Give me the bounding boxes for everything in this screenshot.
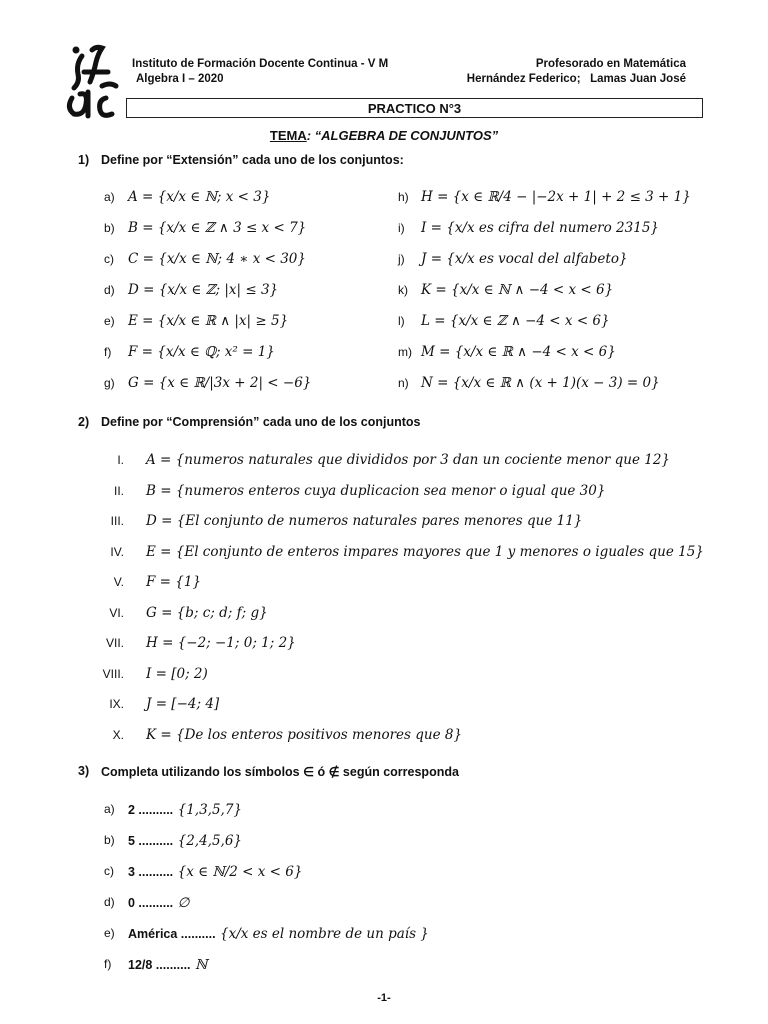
q1-item-expression: J = {x/x es vocal del alfabeto} <box>421 251 628 267</box>
q3-item-element: 0 .......... <box>128 896 174 910</box>
q3-item-label: d) <box>104 895 115 909</box>
q2-item-expression: I = [0; 2) <box>146 665 208 682</box>
q3-item-element: América .......... <box>128 927 216 941</box>
q1-item-label: m) <box>398 345 412 359</box>
q3-item-label: b) <box>104 833 115 847</box>
q3-text: Completa utilizando los símbolos ∈ ó ∉ según corresponda <box>101 765 459 779</box>
q3-item-row <box>128 956 207 974</box>
q1-item-expression: C = {x/x ∈ ℕ; 4 ∗ x < 30} <box>128 251 306 267</box>
topic-text: : “ALGEBRA DE CONJUNTOS” <box>306 128 499 143</box>
q1-item-label: k) <box>398 283 408 297</box>
q2-item-label: VIII. <box>102 666 124 681</box>
q3-item-label: f) <box>104 957 112 971</box>
q1-item-expression: E = {x/x ∈ ℝ ∧ |x| ≥ 5} <box>128 313 289 329</box>
q3-item-label: c) <box>104 864 114 878</box>
q1-number: 1) <box>78 153 90 167</box>
q2-number: 2) <box>78 415 90 429</box>
q2-item-expression: B = {numeros enteros cuya duplicacion sea menor o igual que 30} <box>146 482 606 499</box>
q2-item-expression: F = {1} <box>146 574 202 590</box>
q2-item-expression: D = {El conjunto de numeros naturales pares menores que 11} <box>146 513 583 529</box>
q3-item-set: {1,3,5,7} <box>177 802 243 818</box>
q1-item-label: b) <box>104 221 115 235</box>
q3-item-element: 5 .......... <box>128 834 174 848</box>
q1-text: Define por “Extensión” cada uno de los conjuntos: <box>101 153 404 167</box>
q1-item-label: e) <box>104 314 115 328</box>
q3-item-set: {x ∈ ℕ/2 < x < 6} <box>177 864 303 880</box>
q1-item-label: d) <box>104 283 115 297</box>
institute-name: Instituto de Formación Docente Continua - V M <box>132 58 389 70</box>
q3-item-row <box>128 894 189 912</box>
authors: Hernández Federico; Lamas Juan José <box>466 73 686 85</box>
q1-item-label: f) <box>104 345 112 359</box>
q3-item-row <box>128 801 242 819</box>
q2-item-expression: E = {El conjunto de enteros impares mayores que 1 y menores o iguales que 15} <box>146 543 704 560</box>
q1-item-expression: I = {x/x es cifra del numero 2315} <box>421 220 659 236</box>
q1-item-expression: G = {x ∈ ℝ/|3x + 2| < −6} <box>128 375 312 391</box>
topic <box>0 128 768 143</box>
q2-item-expression: H = {−2; −1; 0; 1; 2} <box>146 635 296 651</box>
q1-item-label: c) <box>104 252 114 266</box>
q2-item-label: IV. <box>110 544 124 559</box>
q2-item-label: III. <box>110 514 124 528</box>
q2-item-label: X. <box>112 727 124 742</box>
q1-item-expression: K = {x/x ∈ ℕ ∧ −4 < x < 6} <box>421 282 614 298</box>
q2-item-label: VII. <box>105 636 124 650</box>
q3-item-element: 12/8 .......... <box>128 958 191 972</box>
q1-item-expression: L = {x/x ∈ ℤ ∧ −4 < x < 6} <box>421 313 610 329</box>
q2-item-label: II. <box>113 483 124 498</box>
q1-item-label: l) <box>398 314 405 328</box>
q3-number: 3) <box>78 764 90 778</box>
practice-title: PRACTICO N°3 <box>367 101 462 116</box>
q1-item-expression: H = {x ∈ ℝ/4 − |−2x + 1| + 2 ≤ 3 + 1} <box>421 189 691 205</box>
q2-text: Define por “Comprensión” cada uno de los conjuntos <box>101 415 421 429</box>
practice-title-box <box>126 98 703 118</box>
q1-item-expression: A = {x/x ∈ ℕ; x < 3} <box>128 189 271 205</box>
q3-item-set: ℕ <box>194 957 208 973</box>
q2-item-label: IX. <box>109 697 124 711</box>
q1-item-label: n) <box>398 376 409 390</box>
q1-item-label: a) <box>104 190 115 204</box>
q1-item-expression: F = {x/x ∈ ℚ; x² = 1} <box>128 344 275 360</box>
q3-item-set: ∅ <box>177 895 190 911</box>
q3-item-label: a) <box>104 802 115 816</box>
course-name: Algebra I – 2020 <box>136 73 224 85</box>
q3-item-label: e) <box>104 926 115 940</box>
q1-item-label: j) <box>398 252 405 266</box>
q1-item-label: h) <box>398 190 409 204</box>
program-name: Profesorado en Matemática <box>535 58 686 70</box>
page-number: -1- <box>377 992 391 1004</box>
q3-item-row <box>128 925 429 943</box>
q2-item-expression: J = [−4; 4] <box>146 696 220 712</box>
q1-item-label: i) <box>398 221 405 235</box>
topic-label: TEMA <box>269 128 307 143</box>
q3-item-row <box>128 863 302 881</box>
q2-item-label: V. <box>113 575 124 589</box>
q3-item-element: 3 .......... <box>128 865 174 879</box>
q2-item-label: VI. <box>109 605 124 620</box>
q3-item-row <box>128 832 242 850</box>
q2-item-expression: K = {De los enteros positivos menores que 8} <box>146 726 463 743</box>
q2-item-expression: A = {numeros naturales que divididos por 3 dan un cociente menor que 12} <box>146 452 671 468</box>
q3-item-set: {2,4,5,6} <box>177 833 243 849</box>
q3-item-set: {x/x es el nombre de un país } <box>220 926 429 942</box>
q1-item-expression: B = {x/x ∈ ℤ ∧ 3 ≤ x < 7} <box>128 220 307 236</box>
q1-item-label: g) <box>104 376 115 390</box>
q1-item-expression: M = {x/x ∈ ℝ ∧ −4 < x < 6} <box>421 344 616 360</box>
institute-logo <box>62 42 130 120</box>
q2-item-label: I. <box>117 453 124 467</box>
q2-item-expression: G = {b; c; d; f; g} <box>146 604 268 621</box>
q1-item-expression: N = {x/x ∈ ℝ ∧ (x + 1)(x − 3) = 0} <box>421 375 660 391</box>
q1-item-expression: D = {x/x ∈ ℤ; |x| ≤ 3} <box>128 282 279 298</box>
q3-item-element: 2 .......... <box>128 803 174 817</box>
